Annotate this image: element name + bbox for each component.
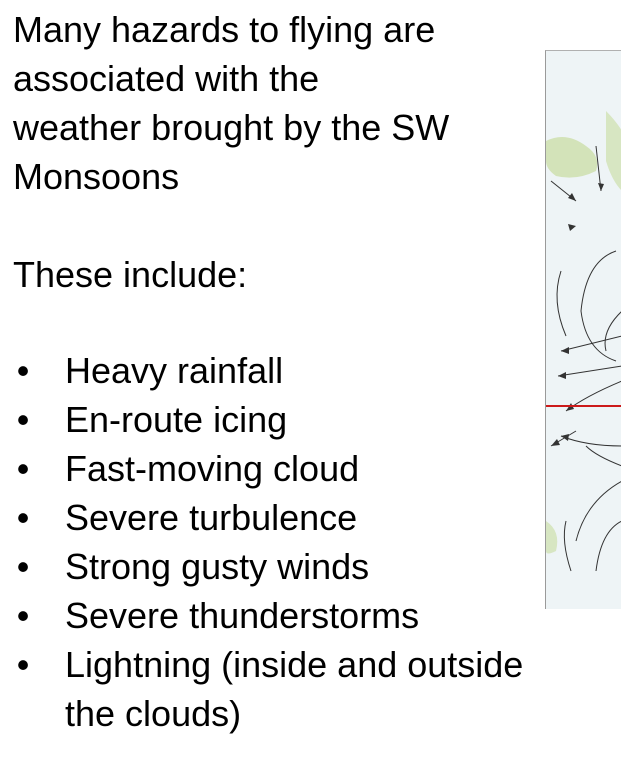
hazard-text: En-route icing bbox=[65, 399, 288, 440]
hazard-text: Severe thunderstorms bbox=[65, 595, 420, 636]
intro-line: associated with the bbox=[13, 58, 320, 99]
list-item bbox=[13, 591, 593, 640]
bullet-icon: • bbox=[16, 448, 30, 489]
intro-line: Monsoons bbox=[13, 156, 180, 197]
list-item bbox=[13, 395, 593, 444]
bullet-icon: • bbox=[16, 644, 30, 685]
list-item bbox=[13, 542, 593, 591]
bullet-icon: • bbox=[16, 399, 30, 440]
bullet-icon: • bbox=[16, 595, 30, 636]
hazard-text: Severe turbulence bbox=[65, 497, 358, 538]
hazard-text: Lightning (inside and outside bbox=[65, 644, 524, 685]
bullet-icon: • bbox=[16, 497, 30, 538]
bullet-icon: • bbox=[16, 350, 30, 391]
subheading: These include: bbox=[13, 254, 248, 295]
list-item bbox=[13, 346, 593, 395]
list-item bbox=[13, 444, 593, 493]
hazard-text: Heavy rainfall bbox=[65, 350, 284, 391]
hazard-text: Fast-moving cloud bbox=[65, 448, 360, 489]
intro-text bbox=[13, 5, 533, 201]
bullet-icon: • bbox=[16, 546, 30, 587]
list-item bbox=[13, 640, 593, 738]
hazard-text: the clouds) bbox=[65, 693, 242, 734]
hazard-text: Strong gusty winds bbox=[65, 546, 370, 587]
list-item bbox=[13, 493, 593, 542]
intro-line: weather brought by the SW bbox=[13, 107, 450, 148]
hazard-list bbox=[13, 346, 593, 738]
intro-line: Many hazards to flying are bbox=[13, 9, 436, 50]
